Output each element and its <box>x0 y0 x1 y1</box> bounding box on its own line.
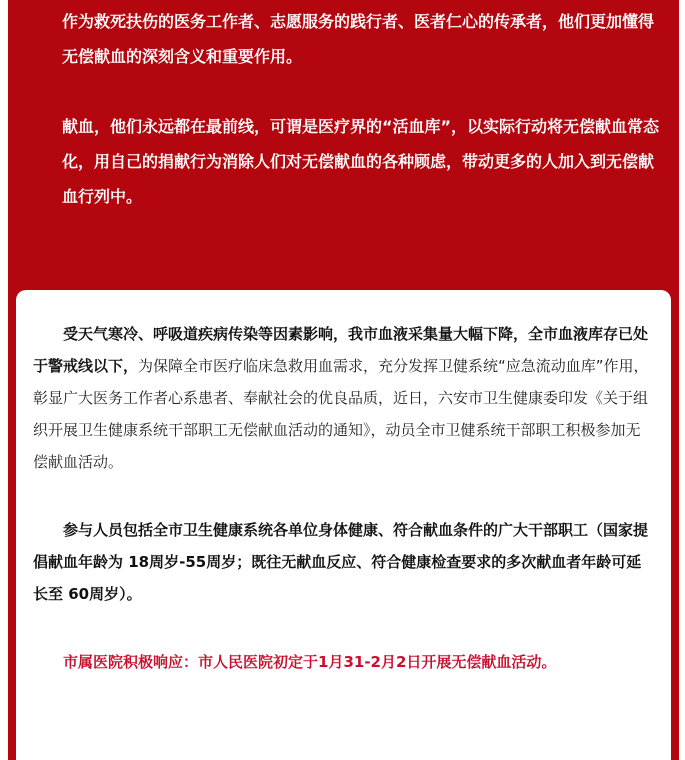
article-paragraph-1-bold: 受天气寒冷、呼吸道疾病传染等因素影响，我市血液采集量大幅下降，全市血液库存已处于警戒线以下， <box>33 325 649 375</box>
intro-paragraph-1: 作为救死扶伤的医务工作者、志愿服务的践行者、医者仁心的传承者，他们更加懂得无偿献血的深刻含义和重要作用。 <box>62 12 655 66</box>
article-paragraph-1-rest: 为保障全市医疗临床急救用血需求，充分发挥卫健系统“应急流动血库”作用，彰显广大医务工作者心系患者、奉献社会的优良品质，近日，六安市卫生健康委印发《关于组织开展卫生健康系统干部职工无偿献血活动的通知》，动员全市卫健系统干部职工积极参加无偿献血活动。 <box>33 357 649 471</box>
article-paragraph-1 <box>33 318 653 478</box>
card-body <box>33 318 653 678</box>
article-paragraph-3-highlight: 市属医院积极响应：市人民医院初定于1月31-2月2日开展无偿献血活动。 <box>63 653 557 671</box>
intro-paragraph-2: 献血，他们永远都在最前线，可谓是医疗界的“活血库”，以实际行动将无偿献血常态化，用自己的捐献行为消除人们对无偿献血的各种顾虑，带动更多的人加入到无偿献血行列中。 <box>62 117 660 206</box>
intro-section <box>62 0 662 214</box>
content-card <box>16 290 671 760</box>
article-paragraph-2: 参与人员包括全市卫生健康系统各单位身体健康、符合献血条件的广大干部职工（国家提倡献血年龄为 18周岁-55周岁；既往无献血反应、符合健康检查要求的多次献血者年龄可延长至 60周岁）。 <box>33 521 649 603</box>
